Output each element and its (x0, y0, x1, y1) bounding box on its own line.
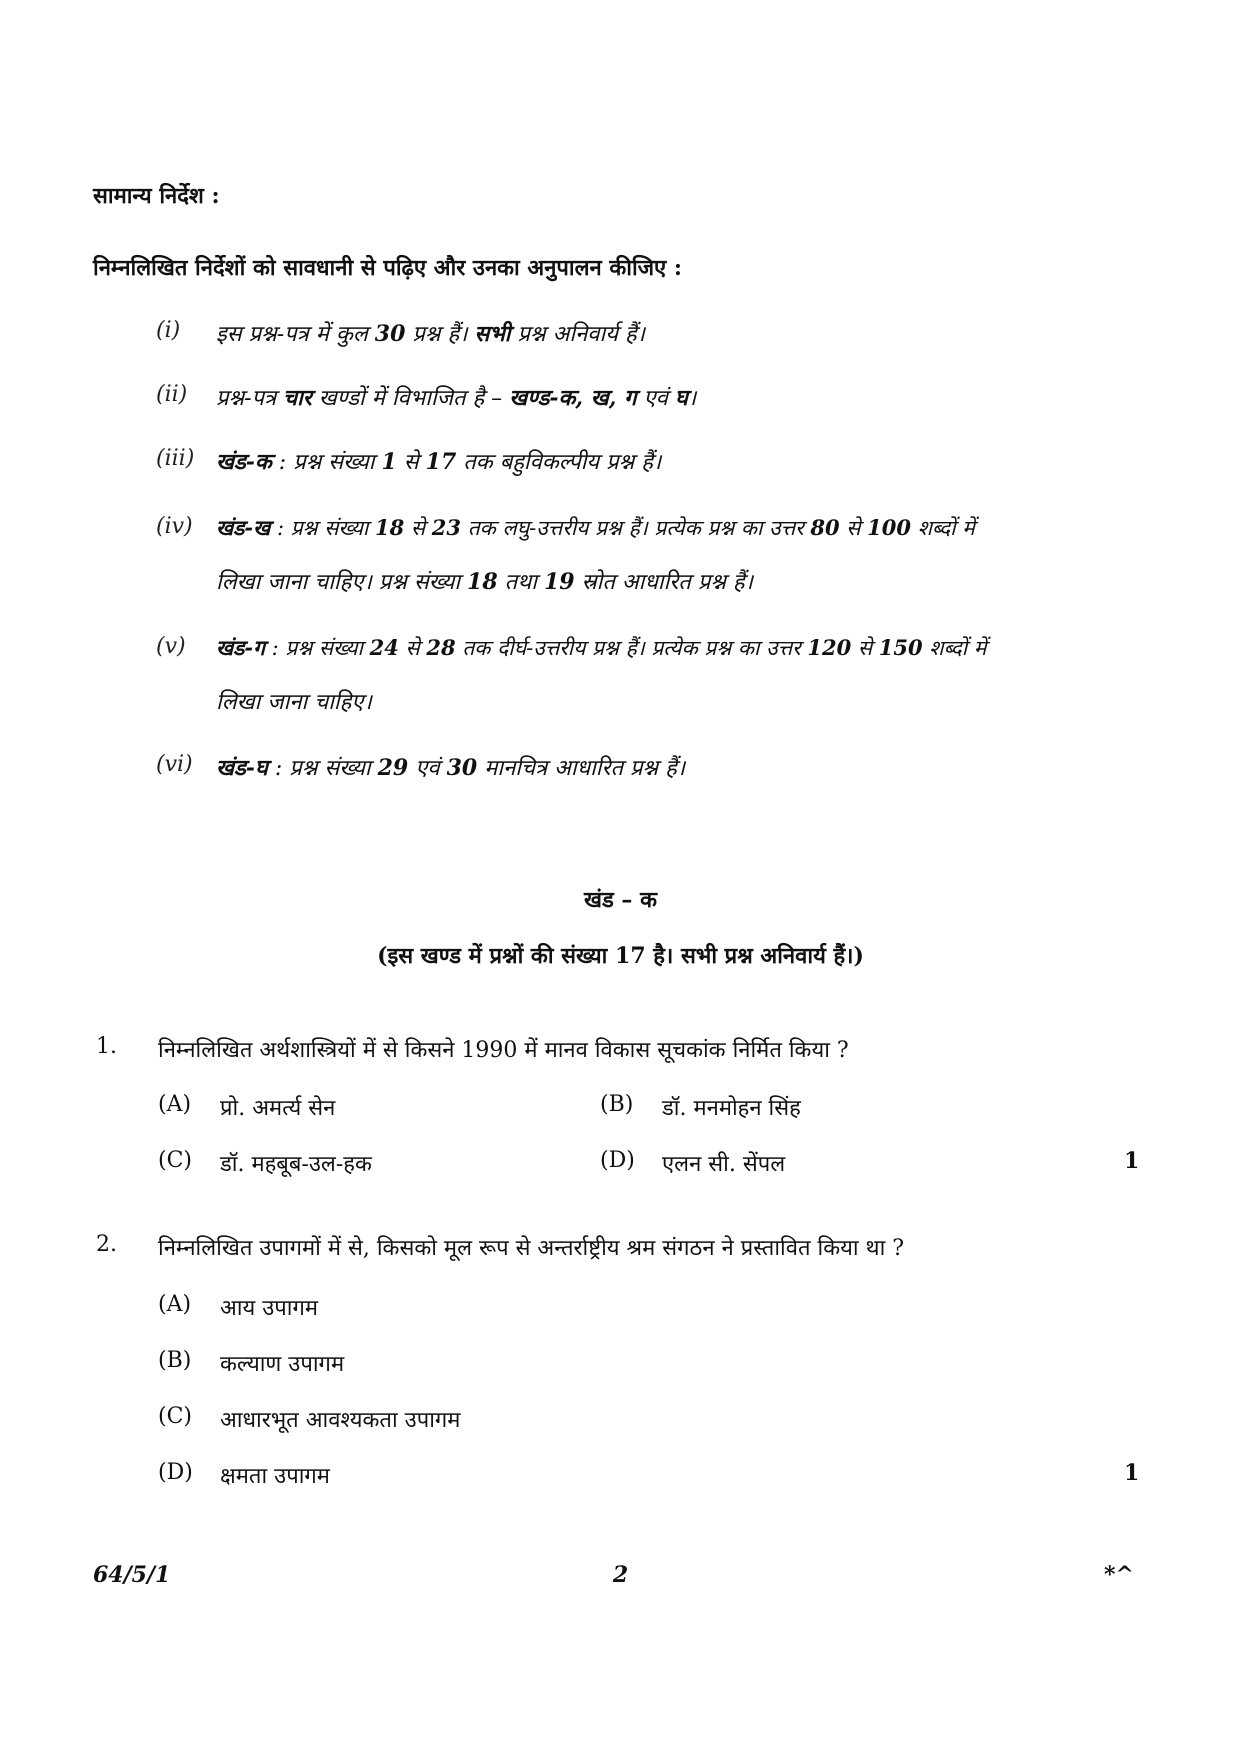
instruction-text: प्रश्न-पत्र (216, 386, 284, 411)
instruction-text: : प्रश्न संख्या (271, 450, 382, 475)
option-letter: (C) (158, 1404, 192, 1429)
instruction-text: लिखा जाना चाहिए। प्रश्न संख्या (216, 570, 468, 595)
instruction-emphasis: 19 (543, 569, 575, 595)
instruction-emphasis: 150 (878, 635, 923, 660)
instruction-text: : प्रश्न संख्या (267, 756, 378, 781)
instruction-text: तक बहुविकल्पीय प्रश्न हैं। (456, 450, 662, 475)
instruction-line (216, 566, 753, 596)
paper-code: 64/5/1 (93, 1562, 171, 1588)
instruction-line (216, 686, 372, 716)
instruction-text: मानचित्र आधारित प्रश्न हैं। (477, 756, 686, 781)
instruction-emphasis: घ (674, 385, 688, 411)
instruction-emphasis: 18 (375, 515, 405, 540)
option-text: डॉ. महबूब-उल-हक (220, 1152, 372, 1177)
instruction-emphasis: 28 (426, 635, 456, 660)
instructions-intro: निम्नलिखित निर्देशों को सावधानी से पढ़िए और उनका अनुपालन कीजिए : (93, 255, 682, 281)
question-text: निम्नलिखित अर्थशास्त्रियों में से किसने 1990 में मानव विकास सूचकांक निर्मित किया ? (158, 1038, 849, 1063)
instruction-emphasis: 17 (425, 449, 457, 475)
instruction-emphasis: 100 (867, 515, 912, 540)
question-number: 2. (96, 1232, 117, 1257)
marks-label: 1 (1124, 1148, 1140, 1174)
instruction-text: से (404, 516, 432, 540)
instruction-text: इस प्रश्न-पत्र में कुल (216, 322, 375, 347)
instruction-text: तक लघु-उत्तरीय प्रश्न हैं। प्रत्येक प्रश्न का उत्तर (461, 516, 811, 540)
instruction-line (216, 514, 975, 542)
option-text: कल्याण उपागम (220, 1352, 345, 1377)
instruction-line (216, 382, 696, 412)
instruction-emphasis: 24 (369, 635, 399, 660)
instruction-text: शब्दों में (911, 516, 975, 540)
section-title: खंड – क (584, 887, 657, 913)
marks-label: 1 (1124, 1460, 1140, 1486)
instruction-number: (iii) (156, 446, 195, 471)
option-text: डॉ. मनमोहन सिंह (662, 1096, 801, 1121)
instruction-emphasis: चार (283, 385, 312, 411)
footer-mark: *^ (1104, 1562, 1134, 1588)
instruction-text: तथा (497, 570, 544, 595)
instruction-number: (iv) (156, 514, 193, 539)
instruction-emphasis: 23 (431, 515, 462, 540)
option-letter: (B) (158, 1348, 192, 1373)
option-text: आय उपागम (220, 1296, 319, 1321)
instruction-text: एवं (636, 386, 675, 411)
option-text: क्षमता उपागम (220, 1464, 330, 1489)
instruction-emphasis: 30 (374, 321, 406, 347)
option-letter: (D) (158, 1460, 193, 1485)
instruction-text: से (396, 450, 426, 475)
instruction-emphasis: खंड-घ (216, 755, 268, 781)
page-number: 2 (612, 1562, 629, 1588)
instruction-number: (ii) (156, 382, 188, 407)
instruction-emphasis: 29 (377, 755, 409, 781)
option-letter: (A) (158, 1292, 192, 1317)
instruction-number: (i) (156, 318, 181, 343)
instruction-emphasis: 1 (381, 449, 397, 475)
instruction-text: । (687, 386, 697, 411)
instruction-text: स्रोत आधारित प्रश्न हैं। (574, 570, 753, 595)
general-instructions-heading: सामान्य निर्देश : (93, 183, 220, 209)
instruction-number: (v) (156, 634, 186, 659)
instruction-line (216, 446, 661, 476)
instruction-text: शब्दों में (922, 636, 987, 660)
instruction-line (216, 634, 986, 662)
instruction-emphasis: खंड-ख (216, 515, 271, 540)
instruction-line (216, 318, 645, 348)
option-text: प्रो. अमर्त्य सेन (220, 1096, 336, 1121)
instruction-number: (vi) (156, 752, 193, 777)
instruction-emphasis: 120 (807, 635, 852, 660)
option-text: एलन सी. सेंपल (662, 1152, 786, 1177)
instruction-text: : प्रश्न संख्या (264, 636, 370, 660)
option-text: आधारभूत आवश्यकता उपागम (220, 1408, 461, 1433)
instruction-text: लिखा जाना चाहिए। (216, 690, 372, 715)
question-number: 1. (96, 1034, 117, 1059)
option-letter: (D) (600, 1148, 635, 1173)
instruction-text: से (851, 636, 879, 660)
instruction-text: से (398, 636, 427, 660)
instruction-emphasis: 18 (467, 569, 498, 595)
instruction-emphasis: खण्ड-क, ख, ग (509, 385, 637, 411)
instruction-emphasis: सभी (474, 321, 511, 347)
instruction-emphasis: 80 (810, 515, 840, 540)
instruction-text: एवं (408, 756, 447, 781)
instruction-text: से (839, 516, 868, 540)
instruction-emphasis: खंड-क (216, 449, 272, 475)
option-letter: (A) (158, 1092, 192, 1117)
question-text: निम्नलिखित उपागमों में से, किसको मूल रूप से अन्तर्राष्ट्रीय श्रम संगठन ने प्रस्तावित किया था ? (158, 1236, 905, 1261)
instruction-text: प्रश्न अनिवार्य हैं। (510, 322, 645, 347)
section-subtitle: (इस खण्ड में प्रश्नों की संख्या 17 है। सभी प्रश्न अनिवार्य हैं।) (377, 943, 864, 969)
instruction-emphasis: खंड-ग (216, 635, 265, 660)
option-letter: (B) (600, 1092, 634, 1117)
instruction-emphasis: 30 (446, 755, 478, 781)
instruction-text: : प्रश्न संख्या (270, 516, 375, 540)
instruction-line (216, 752, 685, 782)
instruction-text: प्रश्न हैं। (405, 322, 475, 347)
option-letter: (C) (158, 1148, 192, 1173)
instruction-text: खण्डों में विभाजित है – (311, 386, 510, 411)
instruction-text: तक दीर्घ-उत्तरीय प्रश्न हैं। प्रत्येक प्रश्न का उत्तर (455, 636, 808, 660)
